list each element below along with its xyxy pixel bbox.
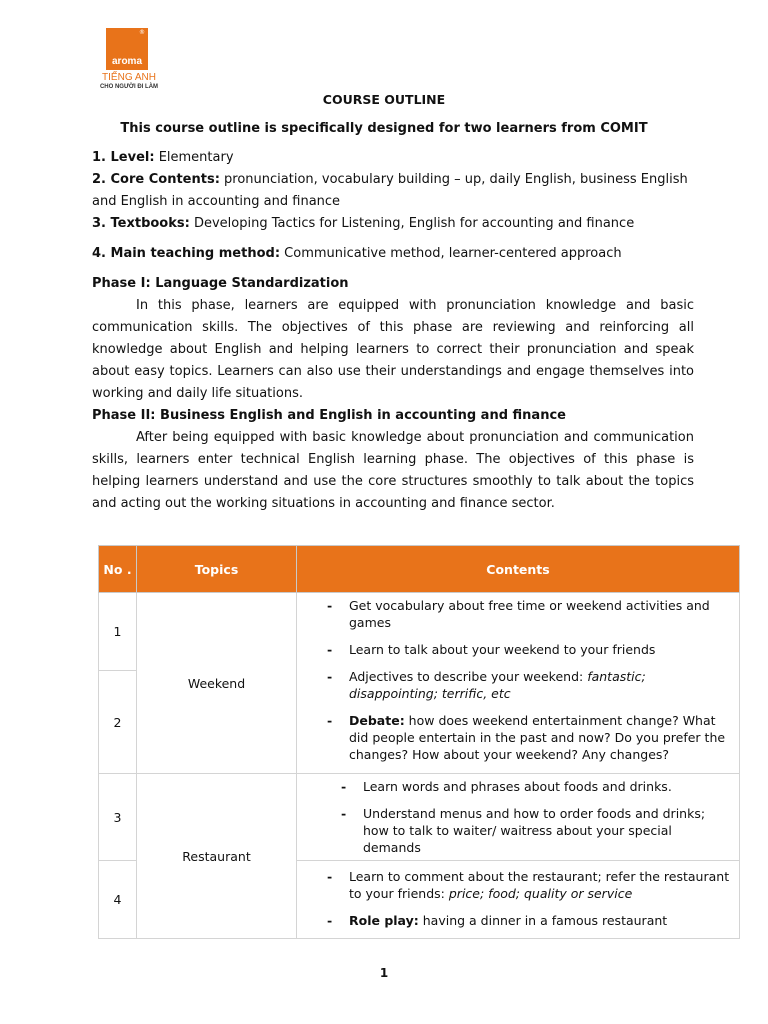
restaurant-items-b <box>297 868 739 929</box>
row-number: 3 <box>99 774 137 861</box>
list-item: - Debate: how does weekend entertainment change? What did people entertain in the past and now? Do you prefer the changes? How about your weekend? Any changes? <box>327 713 726 762</box>
phase1-body: In this phase, learners are equipped with pronunciation knowledge and basic communication skills. The objectives of this phase are reviewing and reinforcing all knowledge about English and helping learners to correct their pronunciation and speak about easy topics. Learners can also use their understandings and engage themselves into working and daily life situations. <box>92 298 694 401</box>
phase2-body: After being equipped with basic knowledge about pronunciation and communication skills, learners enter technical English learning phase. The objectives of this phase is helping learners understand and use the core structures smoothly to talk about the topics and acting out the working situations in accounting and finance sector. <box>92 430 694 511</box>
level-label: 1. Level: <box>92 150 155 165</box>
core-value-continued: and English in accounting and finance <box>92 194 341 209</box>
phase1-heading: Phase I: Language Standardization <box>92 276 349 291</box>
registered-mark: ® <box>139 29 145 36</box>
topic-restaurant: Restaurant <box>137 774 297 939</box>
core-label: 2. Core Contents: <box>92 172 220 187</box>
phase1-paragraph <box>92 295 694 405</box>
table-row <box>99 593 740 671</box>
logo-brand-text: aroma <box>111 56 142 67</box>
row-number: 4 <box>99 861 137 939</box>
restaurant-contents-b <box>297 861 740 939</box>
logo-tagline: TIẾNG ANH <box>102 72 156 83</box>
method-line <box>92 243 694 265</box>
page-number: 1 <box>379 966 389 980</box>
restaurant-contents-a <box>297 774 740 861</box>
textbooks-value: Developing Tactics for Listening, English for accounting and finance <box>189 216 635 231</box>
header-no: No . <box>99 546 137 593</box>
course-topics-table <box>98 545 740 939</box>
topic-weekend: Weekend <box>137 593 297 774</box>
logo-mark <box>106 28 148 70</box>
header-contents: Contents <box>297 546 740 593</box>
list-item: - Learn words and phrases about foods and drinks. <box>341 779 672 794</box>
core-line <box>92 169 694 213</box>
row-number: 1 <box>99 593 137 671</box>
list-item: - Adjectives to describe your weekend: fantastic; disappointing; terrific, etc <box>327 669 646 701</box>
restaurant-items-a <box>297 778 739 856</box>
header-topics: Topics <box>137 546 297 593</box>
logo-tagline-small: CHO NGƯỜI ĐI LÀM <box>99 84 159 90</box>
textbooks-label: 3. Textbooks: <box>92 216 190 231</box>
list-item: - Learn to comment about the restaurant; refer the restaurant to your friends: price; food; quality or service <box>327 869 730 901</box>
list-item: - Understand menus and how to order foods and drinks; how to talk to waiter/ waitress about your special demands <box>341 806 706 855</box>
phase2-paragraph <box>92 427 694 515</box>
list-item: - Role play: having a dinner in a famous restaurant <box>327 913 668 928</box>
page-subtitle: This course outline is specifically designed for two learners from COMIT <box>120 121 648 136</box>
table-header-row <box>99 546 740 593</box>
page-title: COURSE OUTLINE <box>322 92 446 107</box>
method-label: 4. Main teaching method: <box>92 246 281 261</box>
level-value: Elementary <box>154 150 234 165</box>
weekend-items <box>297 597 739 763</box>
method-value: Communicative method, learner-centered approach <box>280 246 622 261</box>
weekend-contents <box>297 593 740 774</box>
textbooks-line <box>92 213 694 235</box>
core-value: pronunciation, vocabulary building – up, daily English, business English <box>219 172 688 187</box>
level-line <box>92 147 694 169</box>
list-item: - Get vocabulary about free time or weekend activities and games <box>327 598 710 630</box>
list-item: - Learn to talk about your weekend to your friends <box>327 642 656 657</box>
row-number: 2 <box>99 671 137 774</box>
phase2-heading: Phase II: Business English and English in accounting and finance <box>92 408 566 423</box>
table-row <box>99 774 740 861</box>
